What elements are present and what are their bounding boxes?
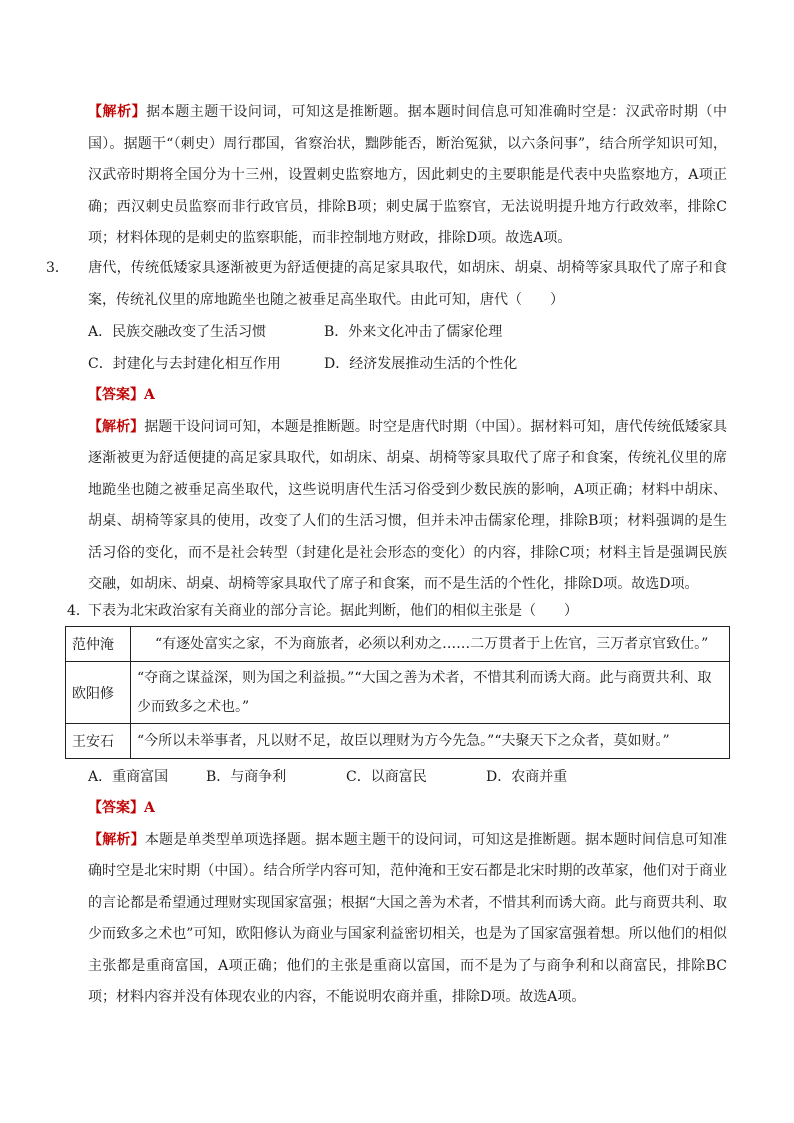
q2-analysis-block <box>67 97 727 255</box>
answer-value: A <box>144 800 155 816</box>
question-4 <box>67 596 727 628</box>
question-3-stem <box>46 253 727 316</box>
option-a: A．民族交融改变了生活习惯 <box>88 324 267 340</box>
question-stem-text: 下表为北宋政治家有关商业的部分言论。据此判断，他们的相似主张是（ ） <box>88 603 578 619</box>
table-row <box>66 627 730 662</box>
option-b: B．外来文化冲击了儒家伦理 <box>324 324 503 340</box>
statesman-quote: “有逐处富实之家，不为商旅者，必须以利劝之……二万贯者于上佐官，三万者京官致仕。” <box>131 627 730 662</box>
question-3-analysis <box>67 412 727 601</box>
analysis-text: 本题是单类型单项选择题。据本题主题干的设问词，可知这是推断题。据本题时间信息可知准确时空是北宋时期（中国）。结合所学内容可知，范仲淹和王安石都是北宋时期的改革家，他们对于商业的言论都是希望通过理财实现国家富强；根据“大国之善为术者，不惜其利而诱大商。此与商贾共利、取少而致多之术也”可知，欧阳修认为商业与国家利益密切相关，也是为了国家富强着想。所以他们的相似主张都是重商富国，A项正确；他们的主张是重商以富国，而不是为了与商争利和以商富民，排除BC项；材料内容并没有体现农业的内容，不能说明农商并重，排除D项。故选A项。 <box>88 831 728 1005</box>
q2-analysis <box>67 97 727 255</box>
statesman-quote: “今所以未举事者，凡以财不足，故臣以理财为方今先急。”“夫聚天下之众者，莫如财。” <box>131 724 730 759</box>
table-row <box>66 662 730 724</box>
question-number: 3． <box>46 260 69 276</box>
statesman-name: 范仲淹 <box>66 627 131 662</box>
analysis-text: 据题干设问词可知，本题是推断题。时空是唐代时期（中国）。据材料可知，唐代传统低矮家具逐渐被更为舒适便捷的高足家具取代，如胡床、胡桌、胡椅等家具取代了席子和食案，传统礼仪里的席地跪坐也随之被垂足高坐取代，这些说明唐代生活习俗受到少数民族的影响，A项正确；材料中胡床、胡桌、胡椅等家具的使用，改变了人们的生活习惯，但并未冲击儒家伦理，排除B项；材料强调的是生活习俗的变化，而不是社会转型（封建化是社会形态的变化）的内容，排除C项；材料主旨是强调民族交融，如胡床、胡桌、胡椅等家具取代了席子和食案，而不是生活的个性化，排除D项。故选D项。 <box>88 418 728 592</box>
answer-value: A <box>144 387 155 403</box>
analysis-text: 据本题主题干设问词，可知这是推断题。据本题时间信息可知准确时空是：汉武帝时期（中国）。据题干“（刺史）周行郡国，省察治状，黜陟能否，断治冤狱，以六条问事”，结合所学知识可知，汉武帝时期将全国分为十三州，设置刺史监察地方，因此刺史的主要职能是代表中央监察地方，A项正确；西汉刺史员监察而非行政官员，排除B项；刺史属于监察官，无法说明提升地方行政效率，排除C项；材料体现的是刺史的监察职能，而非控制地方财政，排除D项。故选A项。 <box>88 104 727 246</box>
question-4-rest <box>67 761 727 1014</box>
option-d: D．经济发展推动生活的个性化 <box>324 356 518 372</box>
answer-line <box>67 793 727 825</box>
answer-label: 【答案】 <box>88 800 144 816</box>
statesman-quote: “夺商之谋益深，则为国之利益损。”“大国之善为术者，不惜其利而诱大商。此与商贾共利、取少而致多之术也。” <box>131 662 730 724</box>
quotes-table <box>65 626 730 759</box>
statesman-name: 王安石 <box>66 724 131 759</box>
options-row-2 <box>88 348 727 380</box>
answer-line <box>67 380 727 412</box>
option-c: C．封建化与去封建化相互作用 <box>88 356 281 372</box>
analysis-label: 【解析】 <box>88 831 145 848</box>
option-a: A．重商富国 <box>88 769 169 785</box>
question-4-stem <box>67 596 727 628</box>
question-4-analysis <box>67 825 727 1014</box>
analysis-label: 【解析】 <box>88 418 145 435</box>
answer-label: 【答案】 <box>88 387 144 403</box>
option-c: C．以商富民 <box>346 769 427 785</box>
analysis-label: 【解析】 <box>88 104 147 120</box>
option-d: D．农商并重 <box>486 769 568 785</box>
options-row-1 <box>88 316 727 348</box>
statesman-name: 欧阳修 <box>66 662 131 724</box>
options-row <box>88 761 727 793</box>
question-3 <box>46 253 728 601</box>
question-stem-text: 唐代，传统低矮家具逐渐被更为舒适便捷的高足家具取代，如胡床、胡桌、胡椅等家具取代了席子和食案，传统礼仪里的席地跪坐也随之被垂足高坐取代。由此可知，唐代（ ） <box>88 260 727 308</box>
option-b: B．与商争利 <box>206 769 287 785</box>
table-row <box>66 724 730 759</box>
question-number: 4． <box>67 603 90 619</box>
